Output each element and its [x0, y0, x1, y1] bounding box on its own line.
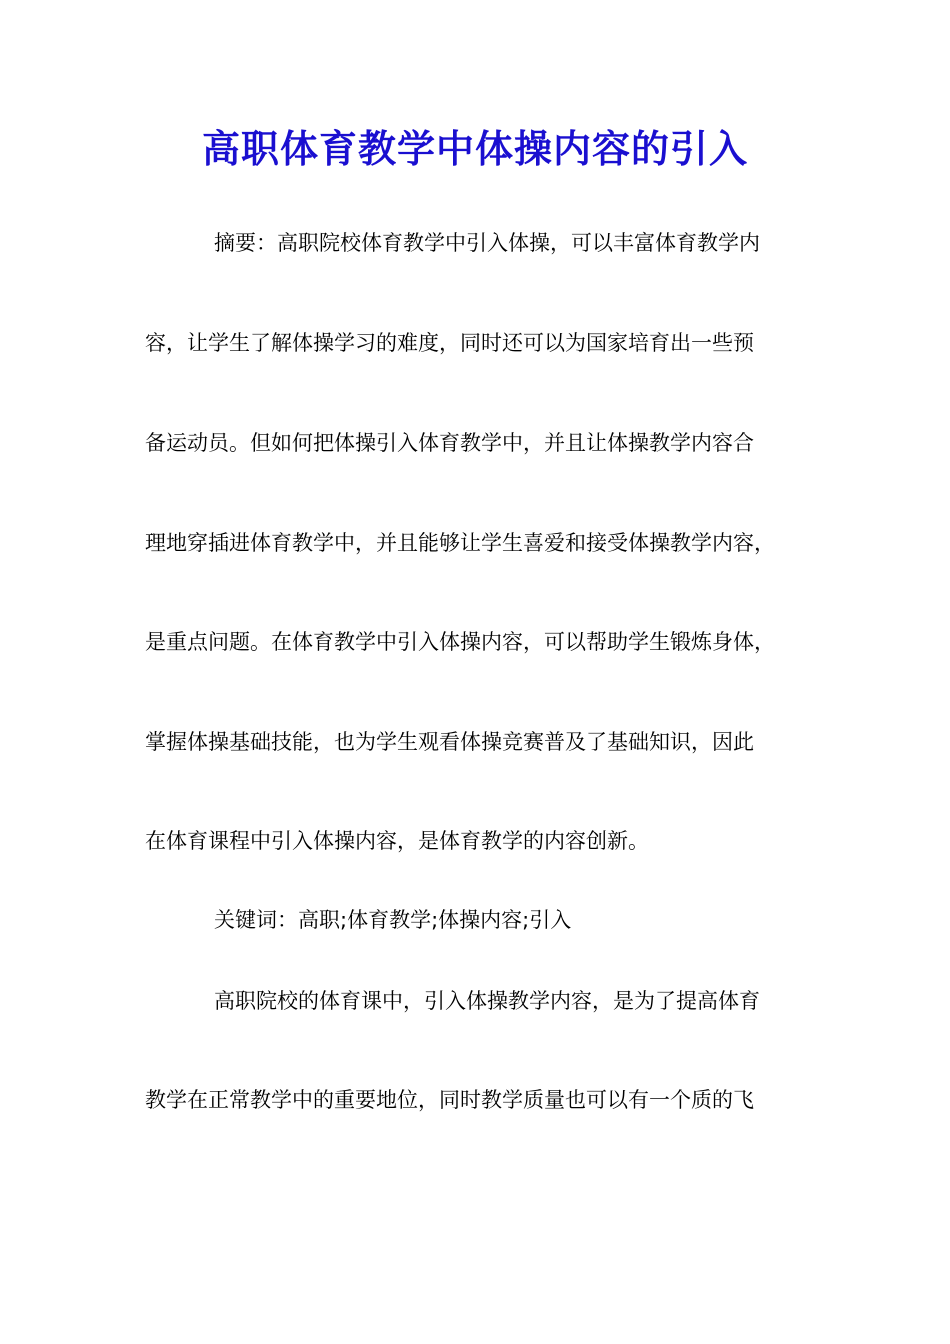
abstract-line-7: 在体育课程中引入体操内容，是体育教学的内容创新。 [145, 829, 649, 853]
abstract-line-1: 摘要：高职院校体育教学中引入体操，可以丰富体育教学内 [214, 231, 760, 255]
abstract-line-2: 容，让学生了解体操学习的难度，同时还可以为国家培育出一些预 [145, 331, 754, 355]
abstract-line-5: 是重点问题。在体育教学中引入体操内容，可以帮助学生锻炼身体， [145, 630, 775, 654]
abstract-line-6: 掌握体操基础技能，也为学生观看体操竞赛普及了基础知识，因此 [145, 730, 754, 754]
keywords-line: 关键词：高职;体育教学;体操内容;引入 [214, 908, 572, 932]
body-line-2: 教学在正常教学中的重要地位，同时教学质量也可以有一个质的飞 [145, 1088, 754, 1112]
abstract-line-4: 理地穿插进体育教学中，并且能够让学生喜爱和接受体操教学内容， [145, 531, 775, 555]
document-title: 高职体育教学中体操内容的引入 [201, 126, 748, 171]
body-line-1: 高职院校的体育课中，引入体操教学内容，是为了提高体育 [214, 989, 760, 1013]
abstract-line-3: 备运动员。但如何把体操引入体育教学中，并且让体操教学内容合 [145, 431, 754, 455]
